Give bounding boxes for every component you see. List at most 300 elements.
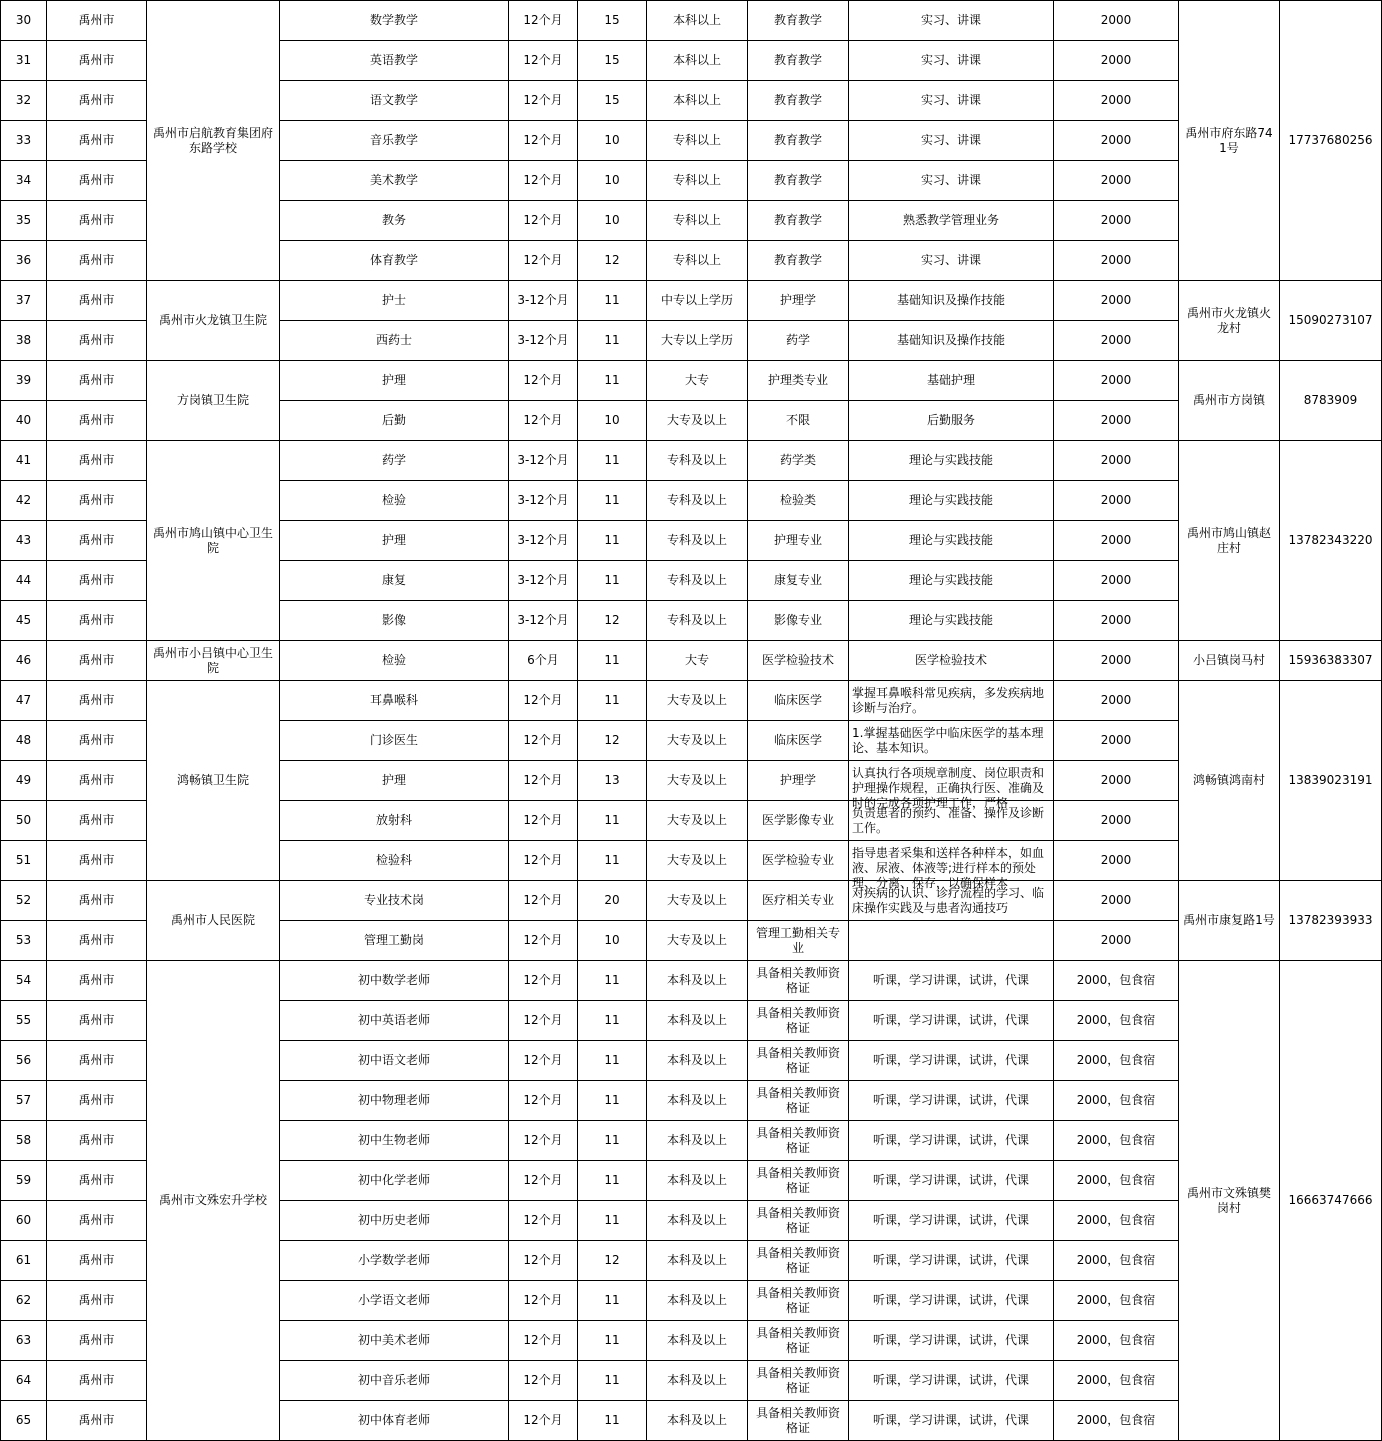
education-cell: 大专及以上 [647,801,748,841]
post-name-cell: 语文教学 [280,81,509,121]
unit-name-cell: 禹州市文殊宏升学校 [147,961,280,1441]
education-cell: 大专及以上 [647,921,748,961]
unit-name-cell: 禹州市启航教育集团府东路学校 [147,1,280,281]
city-cell: 禹州市 [47,881,147,921]
requirement-cell-text: 实习、讲课 [920,53,981,67]
post-name-cell: 教务 [280,201,509,241]
education-cell: 大专 [647,641,748,681]
requirement-cell-text: 听课，学习讲课，试讲，代课 [872,1213,1029,1227]
table-row [1,681,1382,721]
major-cell: 教育教学 [748,41,849,81]
unit-name-cell: 禹州市火龙镇卫生院 [147,281,280,361]
post-name-cell: 检验 [280,481,509,521]
education-cell: 本科及以上 [647,961,748,1001]
row-number-cell: 35 [1,201,47,241]
city-cell: 禹州市 [47,1161,147,1201]
row-number-cell: 56 [1,1041,47,1081]
requirement-cell [849,41,1054,81]
education-cell: 专科以上 [647,201,748,241]
pay-cell: 2000 [1054,881,1179,921]
row-number-cell: 40 [1,401,47,441]
phone-cell: 13839023191 [1280,681,1382,881]
city-cell: 禹州市 [47,761,147,801]
period-cell: 12个月 [509,401,578,441]
city-cell: 禹州市 [47,81,147,121]
requirement-cell [849,921,1054,961]
education-cell: 专科及以上 [647,441,748,481]
headcount-cell: 10 [578,161,647,201]
period-cell: 12个月 [509,681,578,721]
headcount-cell: 10 [578,921,647,961]
headcount-cell: 20 [578,881,647,921]
requirement-cell [849,1041,1054,1081]
city-cell: 禹州市 [47,1201,147,1241]
requirement-cell [849,1121,1054,1161]
post-name-cell: 康复 [280,561,509,601]
requirement-cell [849,241,1054,281]
headcount-cell: 11 [578,361,647,401]
period-cell: 12个月 [509,1321,578,1361]
post-name-cell: 管理工勤岗 [280,921,509,961]
major-cell: 医疗相关专业 [748,881,849,921]
city-cell: 禹州市 [47,921,147,961]
requirement-cell-text: 实习、讲课 [920,253,981,267]
major-cell: 医学检验技术 [748,641,849,681]
post-name-cell: 检验 [280,641,509,681]
major-cell: 教育教学 [748,161,849,201]
major-cell: 具备相关教师资格证 [748,1361,849,1401]
pay-cell: 2000 [1054,121,1179,161]
headcount-cell: 12 [578,721,647,761]
education-cell: 本科及以上 [647,1281,748,1321]
requirement-cell-text: 指导患者采集和送样各种样本，如血液、尿液、体液等;进行样本的预处理、分离、保存，以确保样本 [852,845,1045,890]
table-row [1,881,1382,921]
row-number-cell: 36 [1,241,47,281]
city-cell: 禹州市 [47,121,147,161]
table-row [1,361,1382,401]
headcount-cell: 11 [578,681,647,721]
requirement-cell [849,321,1054,361]
major-cell: 临床医学 [748,681,849,721]
row-number-cell: 41 [1,441,47,481]
headcount-cell: 11 [578,1361,647,1401]
row-number-cell: 58 [1,1121,47,1161]
period-cell: 12个月 [509,1041,578,1081]
period-cell: 12个月 [509,1401,578,1441]
pay-cell: 2000，包食宿 [1054,1401,1179,1441]
pay-cell: 2000 [1054,841,1179,881]
period-cell: 3-12个月 [509,281,578,321]
requirement-cell-text: 医学检验技术 [914,653,987,667]
period-cell: 12个月 [509,841,578,881]
post-name-cell: 初中数学老师 [280,961,509,1001]
address-cell: 禹州市方岗镇 [1179,361,1280,441]
education-cell: 本科以上 [647,1,748,41]
requirement-cell-text: 听课，学习讲课，试讲，代课 [872,1093,1029,1107]
headcount-cell: 11 [578,801,647,841]
major-cell: 具备相关教师资格证 [748,1321,849,1361]
city-cell: 禹州市 [47,1361,147,1401]
row-number-cell: 31 [1,41,47,81]
period-cell: 12个月 [509,1161,578,1201]
education-cell: 大专以上学历 [647,321,748,361]
pay-cell: 2000，包食宿 [1054,1121,1179,1161]
headcount-cell: 11 [578,1281,647,1321]
post-name-cell: 护理 [280,521,509,561]
major-cell: 管理工勤相关专业 [748,921,849,961]
period-cell: 12个月 [509,1201,578,1241]
row-number-cell: 47 [1,681,47,721]
pay-cell: 2000 [1054,641,1179,681]
requirement-cell-text: 听课，学习讲课，试讲，代课 [872,973,1029,987]
city-cell: 禹州市 [47,1121,147,1161]
row-number-cell: 63 [1,1321,47,1361]
major-cell: 医学检验专业 [748,841,849,881]
headcount-cell: 11 [578,481,647,521]
post-name-cell: 美术教学 [280,161,509,201]
row-number-cell: 30 [1,1,47,41]
city-cell: 禹州市 [47,841,147,881]
education-cell: 本科及以上 [647,1081,748,1121]
requirement-cell [849,1081,1054,1121]
requirement-cell-text: 熟悉教学管理业务 [902,213,999,227]
phone-cell: 8783909 [1280,361,1382,441]
headcount-cell: 12 [578,1241,647,1281]
pay-cell: 2000 [1054,81,1179,121]
city-cell: 禹州市 [47,681,147,721]
major-cell: 具备相关教师资格证 [748,1241,849,1281]
major-cell: 具备相关教师资格证 [748,1161,849,1201]
post-name-cell: 体育教学 [280,241,509,281]
post-name-cell: 初中生物老师 [280,1121,509,1161]
city-cell: 禹州市 [47,241,147,281]
education-cell: 本科及以上 [647,1241,748,1281]
period-cell: 3-12个月 [509,321,578,361]
period-cell: 12个月 [509,41,578,81]
requirement-cell-text: 理论与实践技能 [908,493,993,507]
row-number-cell: 54 [1,961,47,1001]
requirement-cell-text: 掌握耳鼻喉科常见疾病，多发疾病地诊断与治疗。 [852,685,1045,715]
unit-name-cell: 方岗镇卫生院 [147,361,280,441]
headcount-cell: 11 [578,961,647,1001]
requirement-cell-text: 理论与实践技能 [908,573,993,587]
major-cell: 教育教学 [748,201,849,241]
period-cell: 6个月 [509,641,578,681]
education-cell: 本科及以上 [647,1361,748,1401]
headcount-cell: 11 [578,441,647,481]
headcount-cell: 11 [578,1081,647,1121]
headcount-cell: 11 [578,841,647,881]
pay-cell: 2000，包食宿 [1054,1361,1179,1401]
headcount-cell: 11 [578,1001,647,1041]
requirement-cell [849,1,1054,41]
phone-cell: 15090273107 [1280,281,1382,361]
address-cell: 禹州市火龙镇火龙村 [1179,281,1280,361]
row-number-cell: 52 [1,881,47,921]
post-name-cell: 专业技术岗 [280,881,509,921]
city-cell: 禹州市 [47,1401,147,1441]
major-cell: 具备相关教师资格证 [748,1041,849,1081]
unit-name-cell: 禹州市鸠山镇中心卫生院 [147,441,280,641]
requirement-cell-text: 听课，学习讲课，试讲，代课 [872,1333,1029,1347]
row-number-cell: 39 [1,361,47,401]
row-number-cell: 48 [1,721,47,761]
requirement-cell [849,401,1054,441]
headcount-cell: 11 [578,1321,647,1361]
city-cell: 禹州市 [47,441,147,481]
headcount-cell: 12 [578,241,647,281]
requirement-cell [849,841,1054,890]
education-cell: 本科以上 [647,41,748,81]
post-name-cell: 数学教学 [280,1,509,41]
major-cell: 药学 [748,321,849,361]
pay-cell: 2000，包食宿 [1054,1001,1179,1041]
post-name-cell: 初中英语老师 [280,1001,509,1041]
pay-cell: 2000 [1054,401,1179,441]
major-cell: 具备相关教师资格证 [748,961,849,1001]
unit-name-cell: 鸿畅镇卫生院 [147,681,280,881]
unit-name-cell: 禹州市人民医院 [147,881,280,961]
requirement-cell [849,561,1054,601]
city-cell: 禹州市 [47,1321,147,1361]
unit-name-cell: 禹州市小吕镇中心卫生院 [147,641,280,681]
major-cell: 临床医学 [748,721,849,761]
city-cell: 禹州市 [47,1281,147,1321]
education-cell: 大专及以上 [647,721,748,761]
phone-cell: 16663747666 [1280,961,1382,1441]
major-cell: 具备相关教师资格证 [748,1001,849,1041]
row-number-cell: 44 [1,561,47,601]
post-name-cell: 初中语文老师 [280,1041,509,1081]
requirement-cell [849,361,1054,401]
table-row [1,441,1382,481]
requirement-cell [849,801,1054,841]
row-number-cell: 42 [1,481,47,521]
row-number-cell: 57 [1,1081,47,1121]
city-cell: 禹州市 [47,1081,147,1121]
pay-cell: 2000 [1054,801,1179,841]
period-cell: 3-12个月 [509,561,578,601]
row-number-cell: 65 [1,1401,47,1441]
phone-cell: 13782393933 [1280,881,1382,961]
education-cell: 大专及以上 [647,681,748,721]
period-cell: 3-12个月 [509,481,578,521]
requirement-cell [849,1321,1054,1361]
education-cell: 专科及以上 [647,481,748,521]
pay-cell: 2000，包食宿 [1054,1321,1179,1361]
major-cell: 药学类 [748,441,849,481]
requirement-cell-text: 实习、讲课 [920,93,981,107]
pay-cell: 2000 [1054,721,1179,761]
education-cell: 本科及以上 [647,1121,748,1161]
education-cell: 专科及以上 [647,561,748,601]
row-number-cell: 60 [1,1201,47,1241]
major-cell: 具备相关教师资格证 [748,1081,849,1121]
headcount-cell: 11 [578,1201,647,1241]
pay-cell: 2000 [1054,921,1179,961]
table-row [1,1,1382,41]
major-cell: 护理专业 [748,521,849,561]
post-name-cell: 小学语文老师 [280,1281,509,1321]
city-cell: 禹州市 [47,1041,147,1081]
city-cell: 禹州市 [47,721,147,761]
period-cell: 12个月 [509,121,578,161]
pay-cell: 2000 [1054,441,1179,481]
city-cell: 禹州市 [47,1,147,41]
row-number-cell: 49 [1,761,47,801]
city-cell: 禹州市 [47,41,147,81]
education-cell: 大专 [647,361,748,401]
address-cell: 禹州市鸠山镇赵庄村 [1179,441,1280,641]
pay-cell: 2000 [1054,761,1179,801]
major-cell: 康复专业 [748,561,849,601]
pay-cell: 2000 [1054,361,1179,401]
period-cell: 12个月 [509,881,578,921]
education-cell: 本科及以上 [647,1161,748,1201]
post-name-cell: 初中化学老师 [280,1161,509,1201]
post-name-cell: 后勤 [280,401,509,441]
period-cell: 12个月 [509,1001,578,1041]
headcount-cell: 11 [578,561,647,601]
pay-cell: 2000，包食宿 [1054,1281,1179,1321]
major-cell: 具备相关教师资格证 [748,1401,849,1441]
education-cell: 本科及以上 [647,1041,748,1081]
period-cell: 12个月 [509,1241,578,1281]
pay-cell: 2000，包食宿 [1054,1041,1179,1081]
headcount-cell: 11 [578,321,647,361]
headcount-cell: 11 [578,641,647,681]
row-number-cell: 51 [1,841,47,881]
requirement-cell-text: 听课，学习讲课，试讲，代课 [872,1253,1029,1267]
post-name-cell: 耳鼻喉科 [280,681,509,721]
headcount-cell: 10 [578,401,647,441]
requirement-cell-text: 听课，学习讲课，试讲，代课 [872,1413,1029,1427]
address-cell: 小吕镇岗马村 [1179,641,1280,681]
major-cell: 检验类 [748,481,849,521]
city-cell: 禹州市 [47,281,147,321]
requirement-cell-text: 实习、讲课 [920,173,981,187]
headcount-cell: 11 [578,281,647,321]
headcount-cell: 11 [578,1041,647,1081]
requirement-cell [849,1281,1054,1321]
education-cell: 专科以上 [647,241,748,281]
post-name-cell: 护理 [280,361,509,401]
row-number-cell: 37 [1,281,47,321]
post-name-cell: 初中音乐老师 [280,1361,509,1401]
city-cell: 禹州市 [47,521,147,561]
post-name-cell: 护士 [280,281,509,321]
headcount-cell: 11 [578,1121,647,1161]
city-cell: 禹州市 [47,1001,147,1041]
city-cell: 禹州市 [47,961,147,1001]
education-cell: 大专及以上 [647,881,748,921]
city-cell: 禹州市 [47,561,147,601]
period-cell: 12个月 [509,1361,578,1401]
pay-cell: 2000 [1054,321,1179,361]
post-name-cell: 护理 [280,761,509,801]
requirement-cell-text: 基础知识及操作技能 [896,293,1005,307]
pay-cell: 2000 [1054,561,1179,601]
requirement-cell-text: 听课，学习讲课，试讲，代课 [872,1133,1029,1147]
row-number-cell: 43 [1,521,47,561]
period-cell: 12个月 [509,201,578,241]
pay-cell: 2000，包食宿 [1054,1201,1179,1241]
period-cell: 3-12个月 [509,601,578,641]
post-name-cell: 门诊医生 [280,721,509,761]
requirement-cell-text: 听课，学习讲课，试讲，代课 [872,1373,1029,1387]
requirement-cell [849,641,1054,681]
requirement-cell [849,681,1054,721]
major-cell: 医学影像专业 [748,801,849,841]
table-row [1,281,1382,321]
pay-cell: 2000 [1054,41,1179,81]
requirement-cell-text: 听课，学习讲课，试讲，代课 [872,1053,1029,1067]
education-cell: 中专以上学历 [647,281,748,321]
headcount-cell: 15 [578,1,647,41]
post-name-cell: 影像 [280,601,509,641]
pay-cell: 2000 [1054,521,1179,561]
major-cell: 护理学 [748,281,849,321]
requirement-cell [849,601,1054,641]
city-cell: 禹州市 [47,321,147,361]
period-cell: 12个月 [509,241,578,281]
city-cell: 禹州市 [47,1241,147,1281]
education-cell: 大专及以上 [647,761,748,801]
requirement-cell-text: 听课，学习讲课，试讲，代课 [872,1293,1029,1307]
address-cell: 鸿畅镇鸿南村 [1179,681,1280,881]
post-name-cell: 初中美术老师 [280,1321,509,1361]
post-name-cell: 小学数学老师 [280,1241,509,1281]
requirement-cell [849,441,1054,481]
requirement-cell-text: 对疾病的认识、诊疗流程的学习、临床操作实践及与患者沟通技巧 [852,885,1045,915]
requirement-cell [849,1201,1054,1241]
education-cell: 大专及以上 [647,841,748,881]
major-cell: 具备相关教师资格证 [748,1201,849,1241]
period-cell: 12个月 [509,761,578,801]
requirement-cell-text: 认真执行各项规章制度、岗位职责和护理操作规程，正确执行医、准确及时的完成各项护理工作，严格 [852,765,1045,810]
major-cell: 影像专业 [748,601,849,641]
pay-cell: 2000，包食宿 [1054,1241,1179,1281]
pay-cell: 2000 [1054,601,1179,641]
headcount-cell: 11 [578,1401,647,1441]
pay-cell: 2000，包食宿 [1054,1161,1179,1201]
row-number-cell: 33 [1,121,47,161]
city-cell: 禹州市 [47,401,147,441]
requirement-cell [849,201,1054,241]
period-cell: 12个月 [509,161,578,201]
requirement-cell [849,481,1054,521]
pay-cell: 2000 [1054,1,1179,41]
post-name-cell: 英语教学 [280,41,509,81]
requirement-cell [849,1161,1054,1201]
phone-cell: 13782343220 [1280,441,1382,641]
period-cell: 3-12个月 [509,441,578,481]
period-cell: 12个月 [509,961,578,1001]
education-cell: 本科以上 [647,81,748,121]
period-cell: 12个月 [509,921,578,961]
row-number-cell: 38 [1,321,47,361]
post-name-cell: 音乐教学 [280,121,509,161]
requirement-cell [849,721,1054,761]
requirement-cell [849,1001,1054,1041]
pay-cell: 2000 [1054,681,1179,721]
table-row [1,641,1382,681]
pay-cell: 2000 [1054,201,1179,241]
row-number-cell: 46 [1,641,47,681]
requirement-cell [849,761,1054,810]
post-name-cell: 检验科 [280,841,509,881]
period-cell: 12个月 [509,1081,578,1121]
